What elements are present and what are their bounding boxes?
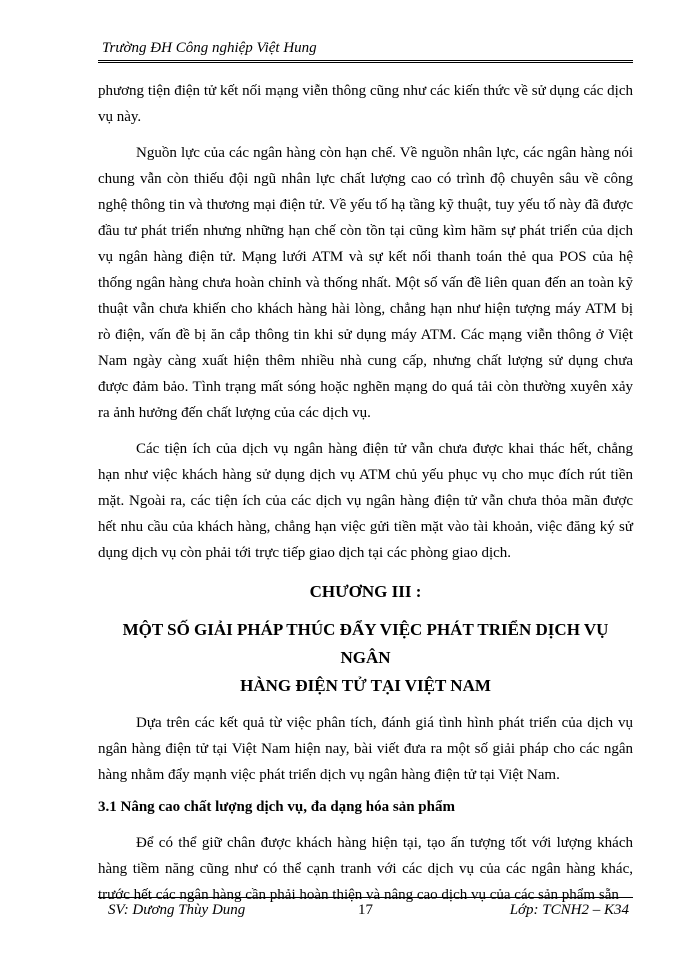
chapter-title-line-1: MỘT SỐ GIẢI PHÁP THÚC ĐẨY VIỆC PHÁT TRIỂN DỊCH VỤ NGÂN (122, 620, 609, 667)
page-footer (98, 897, 633, 920)
chapter-title (98, 616, 633, 700)
paragraph-continuation: phương tiện điện tử kết nối mạng viễn thông cũng như các kiến thức về sử dụng các dịch vụ này. (98, 83, 633, 125)
footer-class: Lớp: TCNH2 – K34 (509, 902, 629, 918)
header-title: Trường ĐH Công nghiệp Việt Hung (102, 40, 317, 56)
page-body (98, 78, 633, 908)
chapter-number: CHƯƠNG III : (309, 582, 422, 601)
section-heading: 3.1 Nâng cao chất lượng dịch vụ, đa dạng hóa sản phẩm (98, 799, 455, 815)
page-number: 17 (358, 902, 373, 918)
paragraph-utilities: Các tiện ích của dịch vụ ngân hàng điện tử vẫn chưa được khai thác hết, chẳng hạn như việc khách hàng sử dụng dịch vụ ATM chủ yếu phục vụ cho mục đích rút tiền mặt. Ngoài ra, các tiện ích của các dịch vụ ngân hàng điện tử vẫn chưa thỏa mãn được hết nhu cầu của khách hàng, chẳng hạn việc gửi tiền mặt vào tài khoản, việc đăng ký sử dụng dịch vụ còn phải tới trực tiếp giao dịch tại các phòng giao dịch. (98, 441, 633, 561)
page-header (98, 38, 633, 63)
paragraph-intro: Dựa trên các kết quả từ việc phân tích, đánh giá tình hình phát triển của dịch vụ ngân hàng điện tử tại Việt Nam hiện nay, bài viết đưa ra một số giải pháp cho các ngân hàng nhằm đẩy mạnh việc phát triển dịch vụ ngân hàng điện tử tại Việt Nam. (98, 715, 633, 783)
footer-student: SV: Dương Thùy Dung (108, 902, 246, 918)
paragraph-section-text: Để có thể giữ chân được khách hàng hiện tại, tạo ấn tượng tốt với lượng khách hàng tiềm năng cũng như có thể cạnh tranh với các dịch vụ của các ngân hàng khác, trước hết các ngân hàng cần phải hoàn thiện và nâng cao dịch vụ của các sản phẩm sẵn (98, 835, 633, 903)
chapter-title-line-2: HÀNG ĐIỆN TỬ TẠI VIỆT NAM (240, 676, 491, 695)
paragraph-resources: Nguồn lực của các ngân hàng còn hạn chế. Về nguồn nhân lực, các ngân hàng nói chung vẫn còn thiếu đội ngũ nhân lực chất lượng cao có trình độ chuyên sâu về công nghệ thông tin và thương mại điện tử. Về yếu tố hạ tầng kỹ thuật, tuy yếu tố này đã được đầu tư phát triển nhưng những hạn chế còn tồn tại cũng kìm hãm sự phát triển của dịch vụ ngân hàng điện tử. Mạng lưới ATM và sự kết nối thanh toán thẻ qua POS của hệ thống ngân hàng chưa hoàn chỉnh và thống nhất. Một số vấn đề liên quan đến an toàn kỹ thuật vẫn chưa khiến cho khách hàng hài lòng, chẳng hạn như hiện tượng máy ATM bị rò điện, vấn đề bị ăn cắp thông tin khi sử dụng máy ATM. Các mạng viễn thông ở Việt Nam ngày càng xuất hiện thêm nhiều nhà cung cấp, nhưng chất lượng sử dụng chưa được đảm bảo. Tình trạng mất sóng hoặc nghẽn mạng do quá tải còn thường xuyên xảy ra ảnh hưởng đến chất lượng của các dịch vụ. (98, 145, 633, 421)
